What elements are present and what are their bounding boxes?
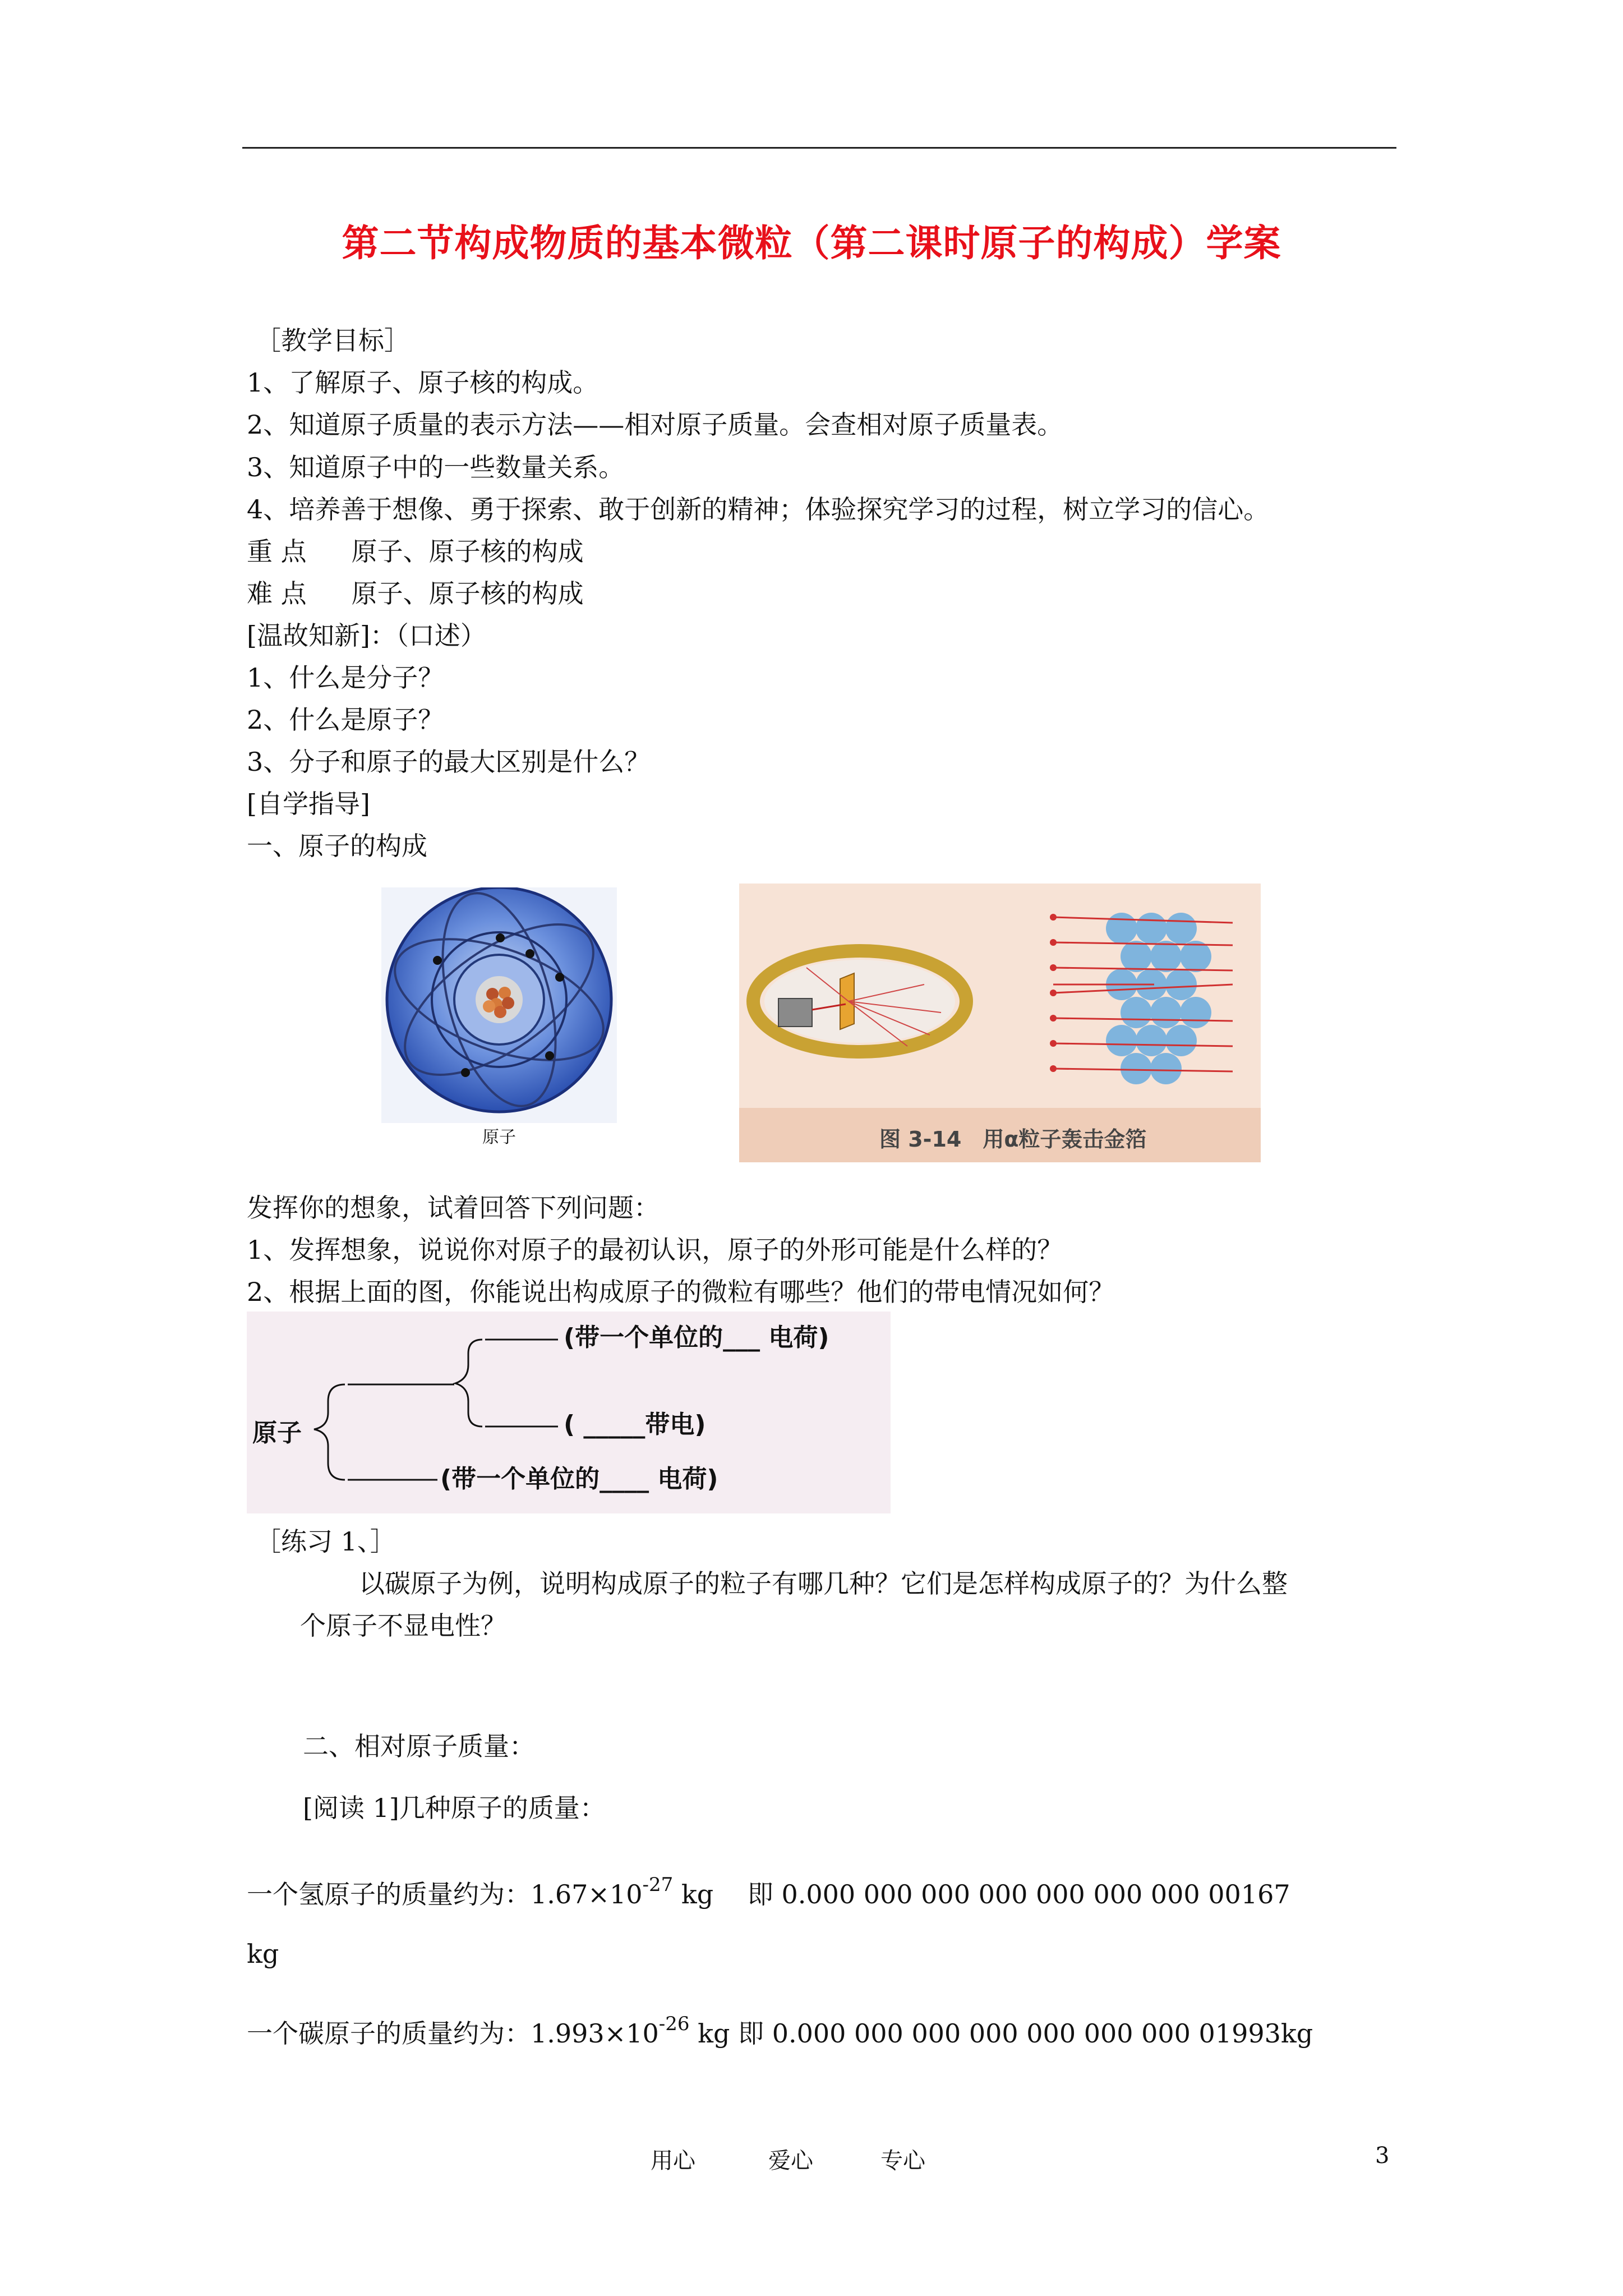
objective-1: 1、了解原子、原子核的构成。 — [247, 367, 599, 398]
hard-text: 原子、原子核的构成 — [351, 578, 584, 609]
diagram-line-1: (带一个单位的___ 电荷) — [564, 1323, 829, 1352]
objective-3: 3、知道原子中的一些数量关系。 — [247, 452, 625, 482]
reading-heading: [阅读 1]几种原子的质量： — [303, 1793, 606, 1823]
review-heading: [温故知新]：（口述） — [247, 620, 486, 651]
self-study-heading: [自学指导] — [247, 789, 370, 819]
rutherford-caption: 图 3-14 用α粒子轰击金箔 — [879, 1127, 1147, 1152]
atom-svg — [381, 887, 617, 1145]
page-title: 第二节构成物质的基本微粒（第二课时原子的构成）学案 — [342, 221, 1281, 265]
footer-motto-2: 爱心 — [768, 2148, 813, 2174]
atom-caption: 原子 — [482, 1128, 516, 1147]
key-point — [247, 535, 584, 568]
diagram-line-3: (带一个单位的____ 电荷) — [440, 1465, 718, 1493]
question-1: 1、发挥想象，说说你对原子的最初认识，原子的外形可能是什么样的？ — [247, 1235, 1063, 1265]
practice-text-1: 以碳原子为例，说明构成原子的粒子有哪几种？它们是怎样构成原子的？为什么整 — [359, 1568, 1288, 1599]
hydrogen-mass-exponent: -27 — [642, 1874, 674, 1896]
footer-motto-3: 专心 — [880, 2148, 925, 2174]
question-2: 2、根据上面的图，你能说出构成原子的微粒有哪些？他们的带电情况如何？ — [247, 1277, 1115, 1307]
atom-structure-diagram — [247, 1312, 891, 1513]
footer-motto-1: 用心 — [651, 2148, 695, 2174]
rutherford-illustration — [739, 884, 1261, 1162]
section-1-heading: 一、原子的构成 — [247, 831, 427, 861]
carbon-mass — [247, 2007, 1313, 2050]
difficult-point — [247, 577, 584, 610]
objective-2: 2、知道原子质量的表示方法——相对原子质量。会查相对原子质量表。 — [247, 409, 1063, 440]
carbon-mass-suffix: kg 即 0.000 000 000 000 000 000 000 01993kg — [689, 2018, 1313, 2049]
practice-heading: ［练习 1、］ — [255, 1526, 396, 1557]
objectives-heading: ［教学目标］ — [255, 325, 410, 356]
hydrogen-mass-prefix: 一个氢原子的质量约为：1.67×10 — [247, 1879, 643, 1910]
review-question-3: 3、分子和原子的最大区别是什么？ — [247, 747, 651, 777]
hydrogen-mass-unit: kg — [247, 1939, 279, 1969]
section-2-heading: 二、相对原子质量： — [303, 1731, 535, 1761]
rutherford-svg — [739, 884, 1261, 1108]
imagination-prompt: 发挥你的想象，试着回答下列问题： — [247, 1193, 660, 1223]
objective-4: 4、培养善于想像、勇于探索、敢于创新的精神；体验探究学习的过程，树立学习的信心。 — [247, 494, 1270, 524]
review-question-1: 1、什么是分子？ — [247, 662, 444, 693]
page-number: 3 — [1375, 2143, 1390, 2169]
atom-illustration — [381, 887, 617, 1145]
carbon-mass-prefix: 一个碳原子的质量约为：1.993×10 — [247, 2018, 659, 2049]
review-question-2: 2、什么是原子？ — [247, 705, 444, 735]
hard-label: 难 点 — [247, 578, 307, 609]
header-rule — [242, 147, 1396, 149]
key-label: 重 点 — [247, 536, 307, 567]
practice-text-2: 个原子不显电性？ — [300, 1611, 506, 1641]
diagram-line-2: ( _____带电) — [564, 1410, 706, 1439]
hydrogen-mass — [247, 1868, 1290, 1911]
diagram-root-atom: 原子 — [252, 1419, 302, 1447]
carbon-mass-exponent: -26 — [658, 2013, 690, 2035]
key-text: 原子、原子核的构成 — [351, 536, 584, 567]
hydrogen-mass-suffix: kg 即 0.000 000 000 000 000 000 000 00167 — [673, 1879, 1290, 1910]
